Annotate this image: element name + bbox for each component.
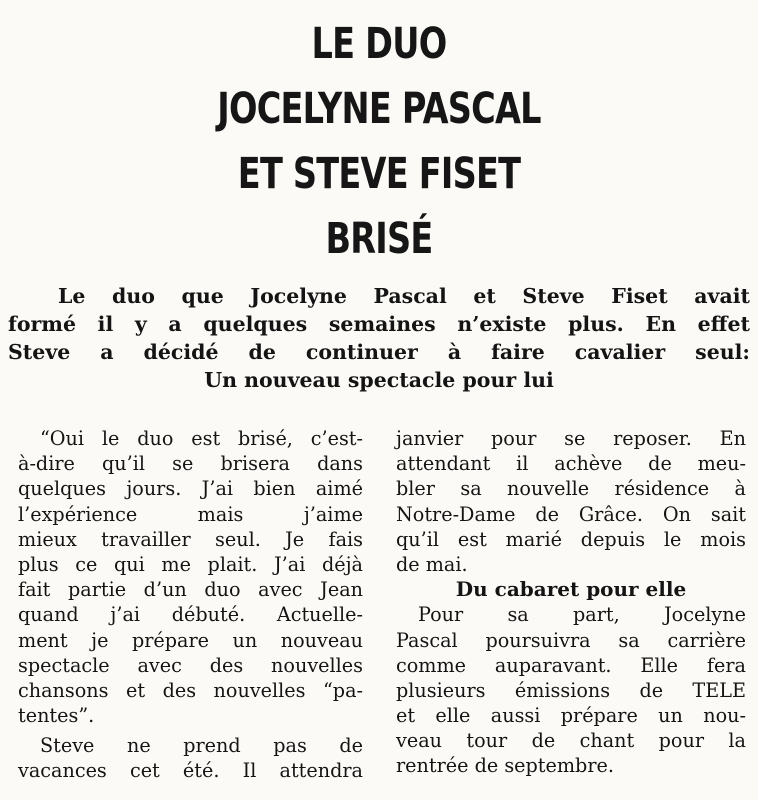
headline-line-2: JOCELYNE PASCAL [217,84,541,134]
headline-line-3: ET STEVE FISET [237,149,521,199]
body-line: plus ce qui me plait. J’ai déjà [18,552,363,576]
article-column-right [396,426,746,779]
article-column-left [18,426,363,784]
body-line: quand j’ai débuté. Actuelle- [18,603,363,627]
body-line: janvier pour se reposer. En [396,427,746,450]
body-line: spectacle avec des nouvelles [18,653,363,677]
body-line: l’expérience mais j’aime [18,502,363,526]
body-line: bler sa nouvelle résidence à [396,477,746,501]
body-line: Pour sa part, Jocelyne [418,603,746,627]
body-line: fait partie d’un duo avec Jean [18,578,363,602]
body-line: quelques jours. J’ai bien aimé [18,477,363,501]
lead-paragraph [8,282,750,394]
lead-subheading: Un nouveau spectacle pour lui [204,368,554,392]
body-line: attendant il achève de meu- [396,452,746,476]
body-line: et elle aussi prépare un nou- [396,704,746,728]
body-line: tentes”. [18,704,95,728]
body-line: à-dire qu’il se brisera dans [18,452,363,476]
body-line: comme auparavant. Elle fera [396,653,746,677]
headline [83,12,674,272]
body-line: de mai. [396,552,468,576]
body-line: ment je prépare un nouveau [18,628,363,652]
lead-line-3: Steve a décidé de continuer à faire cavalier seul: [8,340,750,364]
body-line: vacances cet été. Il attendra [18,759,363,783]
body-line: “Oui le duo est brisé, c’est- [40,427,363,450]
body-line: qu’il est marié depuis le mois [396,527,746,551]
body-line: plusieurs émissions de TELE [396,678,746,702]
body-line: Steve ne prend pas de [40,734,363,758]
body-line: Pascal poursuivra sa carrière [396,628,746,652]
body-line: chansons et des nouvelles “pa- [18,678,363,702]
lead-line-2: formé il y a quelques semaines n’existe plus. En effet [8,312,750,336]
section-subheading: Du cabaret pour elle [455,577,687,602]
lead-line-1: Le duo que Jocelyne Pascal et Steve Fiset avait [58,284,750,308]
headline-line-4: BRISÉ [325,214,433,264]
headline-line-1: LE DUO [311,19,447,69]
body-line: rentrée de septembre. [396,754,614,778]
body-line: veau tour de chant pour la [396,729,746,753]
body-line: mieux travailler seul. Je fais [18,527,363,551]
body-line: Notre-Dame de Grâce. On sait [396,502,746,526]
